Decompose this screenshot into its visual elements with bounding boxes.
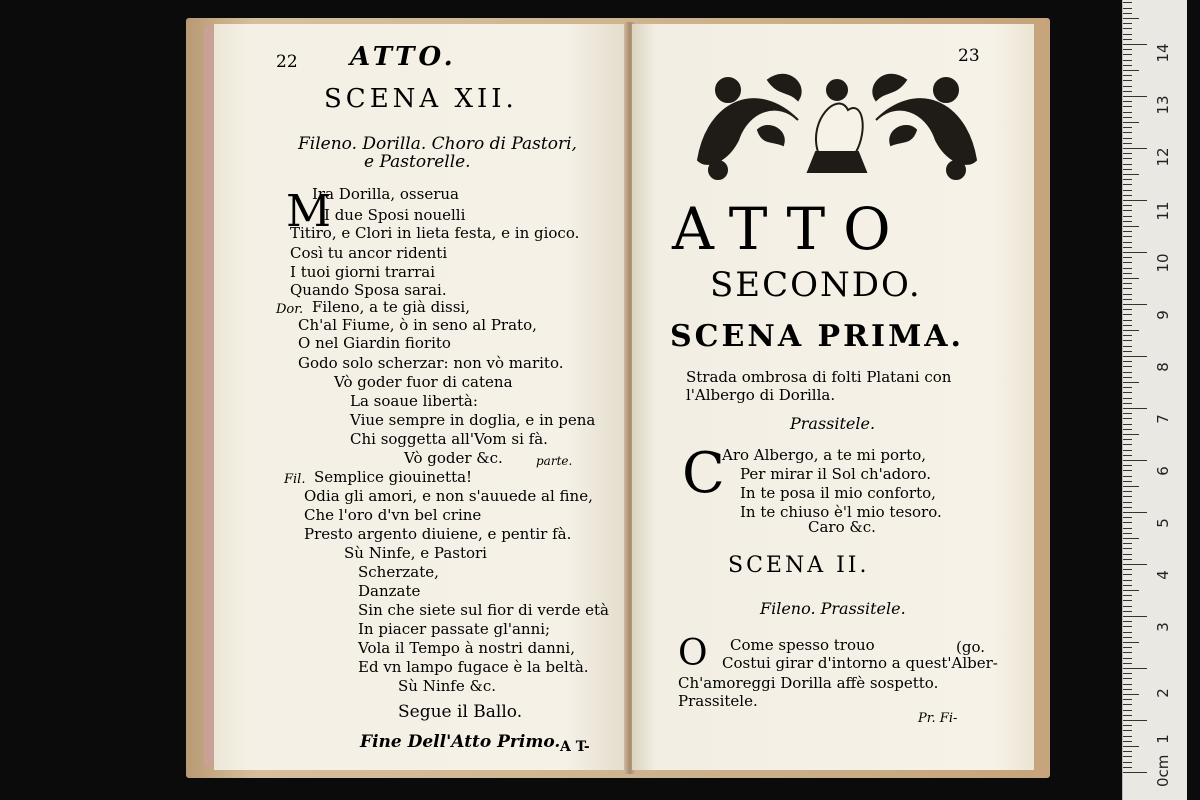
page-number-left: 22: [276, 52, 298, 72]
verse-line: Ed vn lampo fugace è la beltà.: [358, 658, 589, 676]
ruler-tick: [1123, 736, 1132, 737]
verse-line: In te posa il mio conforto,: [740, 484, 936, 502]
ruler-tick: [1123, 91, 1132, 92]
ruler-tick: [1123, 720, 1147, 721]
ruler-tick: [1123, 564, 1147, 565]
ruler-tick: [1123, 496, 1132, 497]
ruler-tick: [1123, 522, 1132, 523]
scene-setting: l'Albergo di Dorilla.: [686, 386, 836, 404]
ruler-tick: [1123, 684, 1132, 685]
ruler-tick: [1123, 502, 1132, 503]
ruler-tick: [1123, 715, 1132, 716]
ruler-tick: [1123, 101, 1132, 102]
ruler-tick: [1123, 434, 1139, 435]
ruler-tick: [1123, 533, 1132, 534]
ruler-tick: [1123, 356, 1147, 357]
ruler-tick: [1123, 590, 1139, 591]
verse-line: Titiro, e Clori in lieta festa, e in gioco.: [290, 224, 580, 242]
ruler-tick: [1123, 512, 1147, 513]
ruler-tick: [1123, 751, 1132, 752]
verse-line: Odia gli amori, e non s'auuede al fine,: [304, 487, 593, 505]
ruler-tick: [1123, 413, 1132, 414]
ruler-number: 12: [1154, 147, 1172, 167]
ruler-tick: [1123, 476, 1132, 477]
ruler-tick: [1123, 179, 1132, 180]
verse-line: Godo solo scherzar: non vò marito.: [298, 354, 564, 372]
verse-line: (go.: [956, 638, 985, 656]
verse-line: Chi soggetta all'Vom si fà.: [350, 430, 548, 448]
ruler-tick: [1123, 190, 1132, 191]
verse-line: Scherzate,: [358, 563, 439, 581]
ruler-tick: [1123, 673, 1132, 674]
verse-line: Così tu ancor ridenti: [290, 244, 448, 262]
ruler-tick: [1123, 450, 1132, 451]
ruler-tick: [1123, 153, 1132, 154]
verse-line: Caro &c.: [808, 518, 876, 536]
page-edge: [204, 26, 214, 766]
stage-direction: Segue il Ballo.: [398, 702, 523, 722]
ruler-tick: [1123, 559, 1132, 560]
catchword: A T-: [560, 739, 590, 755]
act-end: Fine Dell'Atto Primo.: [360, 732, 561, 752]
speaker-label: Fil.: [284, 472, 306, 487]
verse-line: In piacer passate gl'anni;: [358, 620, 551, 638]
ruler-tick: [1123, 652, 1132, 653]
ruler-tick: [1123, 283, 1132, 284]
woodcut-ornament: [688, 60, 986, 182]
ruler-tick: [1123, 346, 1132, 347]
verse-line: Costui girar d'intorno a quest'Alber-: [722, 654, 998, 672]
ruler-number: 6: [1154, 466, 1172, 476]
ruler-tick: [1123, 730, 1132, 731]
ruler-tick: [1123, 231, 1132, 232]
ruler-tick: [1123, 481, 1132, 482]
ruler-tick: [1123, 626, 1132, 627]
stage-direction: parte.: [536, 454, 573, 468]
verse-line: Aro Albergo, a te mi porto,: [722, 446, 927, 464]
verse-line: Sù Ninfe, e Pastori: [344, 544, 487, 562]
verse-line: Prassitele.: [678, 692, 758, 710]
ruler-tick: [1123, 2, 1132, 3]
verse-line: Sin che siete sul fior di verde età: [358, 601, 609, 619]
ruler-tick: [1123, 663, 1132, 664]
characters-line: Fileno. Dorilla. Choro di Pastori,: [298, 134, 577, 154]
characters-line: Prassitele.: [790, 414, 876, 433]
ruler-tick: [1123, 132, 1132, 133]
ruler-tick: [1123, 486, 1139, 487]
ruler-tick: [1123, 96, 1147, 97]
ruler-tick: [1123, 517, 1132, 518]
ruler-tick: [1123, 112, 1132, 113]
ruler-tick: [1123, 387, 1132, 388]
ruler-tick: [1123, 200, 1147, 201]
measuring-ruler: [1122, 0, 1187, 800]
ruler-tick: [1123, 418, 1132, 419]
ruler-tick: [1123, 314, 1132, 315]
ruler-tick: [1123, 60, 1132, 61]
verse-line: Vò goder &c.: [404, 449, 503, 467]
ruler-tick: [1123, 80, 1132, 81]
ruler-tick: [1123, 309, 1132, 310]
drop-capital: M: [286, 186, 332, 237]
ruler-tick: [1123, 44, 1147, 45]
ruler-tick: [1123, 621, 1132, 622]
verse-line: I due Sposi nouelli: [324, 206, 466, 224]
ruler-tick: [1123, 569, 1132, 570]
ruler-number: 3: [1154, 622, 1172, 632]
ruler-number: 7: [1154, 414, 1172, 424]
ruler-tick: [1123, 299, 1132, 300]
ruler-tick: [1123, 403, 1132, 404]
ruler-tick: [1123, 372, 1132, 373]
ruler-tick: [1123, 377, 1132, 378]
drop-capital: O: [678, 633, 708, 674]
verse-line: Presto argento diuiene, e pentir fà.: [304, 525, 572, 543]
ruler-tick: [1123, 242, 1132, 243]
verse-line: Viue sempre in doglia, e in pena: [350, 411, 596, 429]
ruler-tick: [1123, 127, 1132, 128]
ruler-tick: [1123, 424, 1132, 425]
ruler-tick: [1123, 528, 1132, 529]
ruler-tick: [1123, 460, 1147, 461]
ruler-tick: [1123, 585, 1132, 586]
ruler-tick: [1123, 595, 1132, 596]
ruler-tick: [1123, 465, 1132, 466]
ruler-tick: [1123, 75, 1132, 76]
ruler-tick: [1123, 174, 1139, 175]
verse-line: Ch'amoreggi Dorilla affè sospetto.: [678, 674, 939, 692]
ruler-tick: [1123, 548, 1132, 549]
ruler-tick: [1123, 70, 1139, 71]
verse-line: Che l'oro d'vn bel crine: [304, 506, 482, 524]
ruler-tick: [1123, 325, 1132, 326]
ruler-tick: [1123, 39, 1132, 40]
ruler-tick: [1123, 216, 1132, 217]
ruler-tick: [1123, 335, 1132, 336]
ruler-number: 9: [1154, 310, 1172, 320]
ruler-tick: [1123, 205, 1132, 206]
ruler-tick: [1123, 554, 1132, 555]
ruler-tick: [1123, 429, 1132, 430]
verse-line: Sù Ninfe &c.: [398, 677, 497, 695]
scene-setting: Strada ombrosa di folti Platani con: [686, 368, 952, 386]
ruler-tick: [1123, 642, 1139, 643]
ruler-tick: [1123, 616, 1147, 617]
ruler-tick: [1123, 746, 1139, 747]
ruler-tick: [1123, 18, 1139, 19]
ruler-number: 14: [1154, 43, 1172, 63]
ruler-tick: [1123, 392, 1132, 393]
ruler-tick: [1123, 262, 1132, 263]
ruler-tick: [1123, 158, 1132, 159]
ruler-tick: [1123, 580, 1132, 581]
ruler-tick: [1123, 725, 1132, 726]
scene-heading: SCENA PRIMA.: [670, 319, 965, 354]
ruler-tick: [1123, 221, 1132, 222]
ruler-tick: [1123, 455, 1132, 456]
ruler-tick: [1123, 184, 1132, 185]
ruler-tick: [1123, 23, 1132, 24]
ruler-tick: [1123, 49, 1132, 50]
characters-line: Fileno. Prassitele.: [760, 599, 906, 618]
ruler-tick: [1123, 288, 1132, 289]
act-title: ATTO: [672, 195, 909, 263]
ruler-tick: [1123, 252, 1147, 253]
ruler-tick: [1123, 678, 1132, 679]
ruler-tick: [1123, 65, 1132, 66]
ruler-tick: [1123, 756, 1132, 757]
ruler-tick: [1123, 366, 1132, 367]
ruler-tick: [1123, 704, 1132, 705]
verse-line: Come spesso trouo: [730, 636, 875, 654]
catchword: Pr. Fi-: [918, 711, 958, 726]
ruler-tick: [1123, 574, 1132, 575]
ruler-tick: [1123, 772, 1147, 773]
verse-line: O nel Giardin fiorito: [298, 334, 451, 352]
ruler-number: 8: [1154, 362, 1172, 372]
ruler-tick: [1123, 694, 1139, 695]
verse-line: Ch'al Fiume, ò in seno al Prato,: [298, 316, 537, 334]
ruler-tick: [1123, 710, 1132, 711]
ruler-tick: [1123, 164, 1132, 165]
ruler-tick: [1123, 408, 1147, 409]
ruler-tick: [1123, 148, 1147, 149]
ruler-tick: [1123, 637, 1132, 638]
ruler-tick: [1123, 169, 1132, 170]
ruler-number: 4: [1154, 570, 1172, 580]
ruler-number: 11: [1154, 201, 1172, 221]
verse-line: Quando Sposa sarai.: [290, 281, 447, 299]
ruler-tick: [1123, 226, 1139, 227]
ruler-tick: [1123, 28, 1132, 29]
ruler-tick: [1123, 195, 1132, 196]
verse-line: Vò goder fuor di catena: [334, 373, 513, 391]
ruler-tick: [1123, 122, 1139, 123]
ruler-tick: [1123, 117, 1132, 118]
ruler-tick: [1123, 320, 1132, 321]
verse-line: I tuoi giorni trarrai: [290, 263, 436, 281]
ruler-tick: [1123, 767, 1132, 768]
ruler-tick: [1123, 611, 1132, 612]
ruler-tick: [1123, 444, 1132, 445]
ruler-tick: [1123, 361, 1132, 362]
ruler-tick: [1123, 257, 1132, 258]
verse-line: Semplice giouinetta!: [314, 468, 473, 486]
ruler-tick: [1123, 699, 1132, 700]
ruler-number: 0cm: [1154, 754, 1172, 787]
ruler-tick: [1123, 606, 1132, 607]
ruler-tick: [1123, 236, 1132, 237]
scene-heading: SCENA XII.: [324, 84, 518, 114]
page-number-right: 23: [958, 46, 980, 66]
ruler-tick: [1123, 340, 1132, 341]
ruler-tick: [1123, 658, 1132, 659]
ruler-tick: [1123, 304, 1147, 305]
ruler-number: 2: [1154, 688, 1172, 698]
verse-line: Fileno, a te già dissi,: [312, 298, 470, 316]
ruler-number: 10: [1154, 253, 1172, 273]
act-ordinal: SECONDO.: [710, 265, 922, 305]
ruler-tick: [1123, 543, 1132, 544]
ruler-tick: [1123, 491, 1132, 492]
ruler-number: 5: [1154, 518, 1172, 528]
ruler-tick: [1123, 34, 1132, 35]
ruler-tick: [1123, 538, 1139, 539]
verse-line: In te chiuso è'l mio tesoro.: [740, 503, 942, 521]
ruler-tick: [1123, 762, 1132, 763]
ruler-tick: [1123, 268, 1132, 269]
ruler-tick: [1123, 210, 1132, 211]
ruler-tick: [1123, 382, 1139, 383]
ruler-tick: [1123, 294, 1132, 295]
ruler-tick: [1123, 54, 1132, 55]
verse-line: Vola il Tempo à nostri danni,: [358, 639, 575, 657]
verse-line: Danzate: [358, 582, 421, 600]
ruler-tick: [1123, 632, 1132, 633]
ruler-tick: [1123, 668, 1147, 669]
verse-line: Per mirar il Sol ch'adoro.: [740, 465, 932, 483]
ruler-tick: [1123, 13, 1132, 14]
ruler-tick: [1123, 647, 1132, 648]
speaker-label: Dor.: [276, 302, 304, 317]
drop-capital: C: [682, 441, 725, 506]
ruler-tick: [1123, 106, 1132, 107]
ruler-tick: [1123, 507, 1132, 508]
ruler-number: 13: [1154, 95, 1172, 115]
characters-line: e Pastorelle.: [364, 152, 471, 172]
ruler-tick: [1123, 689, 1132, 690]
ruler-tick: [1123, 143, 1132, 144]
ruler-tick: [1123, 278, 1139, 279]
ruler-tick: [1123, 470, 1132, 471]
ruler-tick: [1123, 138, 1132, 139]
ruler-number: 1: [1154, 734, 1172, 744]
ruler-tick: [1123, 600, 1132, 601]
ruler-tick: [1123, 351, 1132, 352]
ruler-tick: [1123, 273, 1132, 274]
verse-line: La soaue libertà:: [350, 392, 478, 410]
ruler-tick: [1123, 247, 1132, 248]
verse-line: Ira Dorilla, osserua: [312, 185, 459, 203]
ruler-tick: [1123, 330, 1139, 331]
ruler-tick: [1123, 439, 1132, 440]
ruler-tick: [1123, 398, 1132, 399]
scene-heading: SCENA II.: [728, 553, 870, 578]
ruler-tick: [1123, 8, 1132, 9]
running-head: ATTO.: [350, 42, 457, 72]
ruler-tick: [1123, 741, 1132, 742]
ruler-tick: [1123, 86, 1132, 87]
